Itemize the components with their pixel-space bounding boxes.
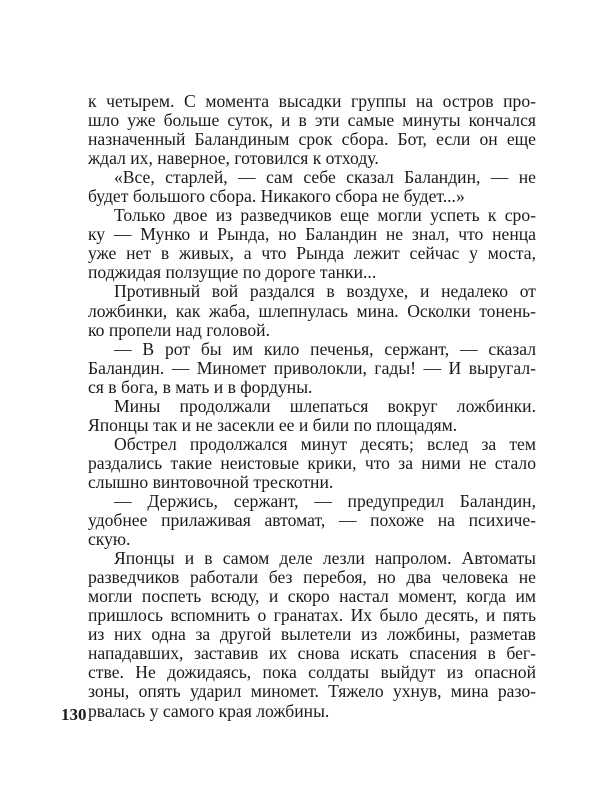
text-line: Противный вой раздался в воздухе, и недалеко от (114, 281, 536, 302)
text-line: Японцы и в самом деле лезли напролом. Автоматы (114, 548, 536, 569)
text-line: — Держись, сержант, — предупредил Баландин, (114, 490, 536, 511)
text-line: могли поспеть всюду, и скоро настал момент, когда им (88, 586, 536, 607)
text-line: ждал их, наверное, готовился к отходу. (88, 148, 379, 169)
text-line: из них одна за другой вылетели из ложбины, разметав (88, 624, 536, 645)
text-line: «Все, старлей, — сам себе сказал Баландин, — не (114, 167, 536, 188)
text-line: нападавших, заставив их снова искать спасения в бег- (88, 643, 536, 664)
text-line: шло уже больше суток, и в эти самые минуты кончался (88, 110, 536, 131)
text-line: Баландин. — Миномет приволокли, гады! — И выругал- (88, 357, 536, 378)
text-line: ся в бога, в мать и в фордуны. (88, 376, 313, 397)
text-line: к четырем. С момента высадки группы на остров про- (88, 91, 536, 111)
text-line: пришлось вспомнить о гранатах. Их было десять, и пять (88, 605, 536, 626)
text-line: ко пропели над головой. (88, 319, 270, 340)
text-line: зоны, опять ударил миномет. Тяжело ухнув, мина разо- (88, 681, 536, 702)
text-line: разведчиков работали без перебоя, но два человека не (88, 567, 536, 588)
text-line: — В рот бы им кило печенья, сержант, — сказал (114, 338, 536, 359)
text-line: Только двое из разведчиков еще могли успеть к сро- (114, 205, 536, 226)
text-line: Обстрел продолжался минут десять; вслед за тем (114, 433, 536, 454)
body-text (88, 92, 536, 721)
text-line: поджидая ползущие по дороге танки... (88, 262, 377, 283)
text-line: ку — Мунко и Рында, но Баландин не знал, что ненца (88, 224, 536, 245)
text-line: ложбинки, как жаба, шлепнулась мина. Осколки тонень- (88, 300, 536, 321)
text-line: Мины продолжали шлепаться вокруг ложбинки. (114, 395, 536, 416)
text-line: слышно винтовочной трескотни. (88, 471, 334, 492)
text-line: будет большого сбора. Никакого сбора не будет...» (88, 186, 465, 207)
text-line: уже нет в живых, а что Рында лежит сейчас у моста, (88, 243, 536, 264)
text-line: рвалась у самого края ложбины. (88, 700, 330, 721)
text-line: раздались такие неистовые крики, что за ними не стало (88, 452, 536, 473)
text-line: стве. Не дожидаясь, пока солдаты выйдут из опасной (88, 662, 536, 683)
page-number: 130 (61, 705, 87, 724)
text-line: удобнее прилаживая автомат, — похоже на психиче- (88, 510, 536, 531)
text-line: скую. (88, 529, 131, 550)
text-line: назначенный Баландиным срок сбора. Бот, если он еще (88, 129, 536, 150)
text-line: Японцы так и не засекли ее и били по площадям. (88, 414, 458, 435)
